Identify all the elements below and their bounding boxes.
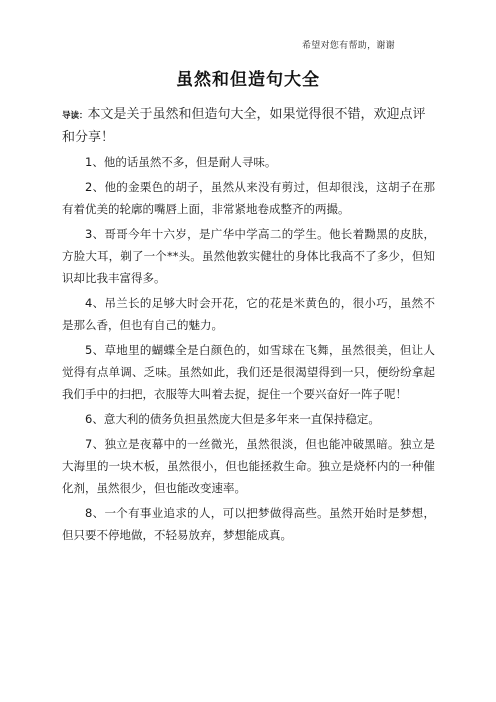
document-body — [62, 104, 435, 549]
intro-label: 导读： — [62, 111, 88, 121]
sentence-paragraph-5: 5、草地里的蝴蝶全是白颜色的，如雪球在飞舞，虽然很美，但让人觉得有点单调、乏味。虽然如此，我们还是很渴望得到一只，便纷纷拿起我们手中的扫把，衣服等大叫着去捉，捉住一个要兴奋好一阵子呢！ — [62, 343, 435, 401]
sentence-paragraph-4: 4、吊兰长的足够大时会开花，它的花是米黄色的，很小巧，虽然不是那么香，但也有自己的魅力。 — [62, 296, 435, 332]
sentence-paragraph-8: 8、一个有事业追求的人，可以把梦做得高些。虽然开始时是梦想，但只要不停地做，不轻易放弃，梦想能成真。 — [62, 506, 435, 542]
page-title: 虽然和但造句大全 — [176, 70, 320, 90]
sentence-paragraph-1: 1、他的话虽然不多，但是耐人寻味。 — [85, 155, 277, 169]
sentence-paragraph-2: 2、他的金栗色的胡子，虽然从来没有剪过，但却很浅，这胡子在那有着优美的轮廓的嘴唇上面，非常紧地卷成整齐的两撮。 — [62, 180, 435, 216]
sentence-paragraph-7: 7、独立是夜幕中的一丝微光，虽然很淡，但也能冲破黑暗。独立是大海里的一块木板，虽然很小，但也能拯救生命。独立是烧杯内的一种催化剂，虽然很少，但也能改变速率。 — [62, 437, 435, 495]
sentence-paragraph-6: 6、意大利的债务负担虽然庞大但是多年来一直保持稳定。 — [85, 412, 380, 426]
intro-paragraph — [62, 104, 435, 149]
intro-text: 本文是关于虽然和但造句大全，如果觉得很不错，欢迎点评和分享！ — [62, 107, 426, 145]
header-note: 希望对您有帮助，谢谢 — [301, 41, 395, 51]
sentence-paragraph-3: 3、哥哥今年十六岁，是广华中学高二的学生。他长着黝黑的皮肤，方脸大耳，剃了一个**头。虽然他敦实健壮的身体比我高不了多少，但知识却比我丰富得多。 — [62, 227, 435, 285]
